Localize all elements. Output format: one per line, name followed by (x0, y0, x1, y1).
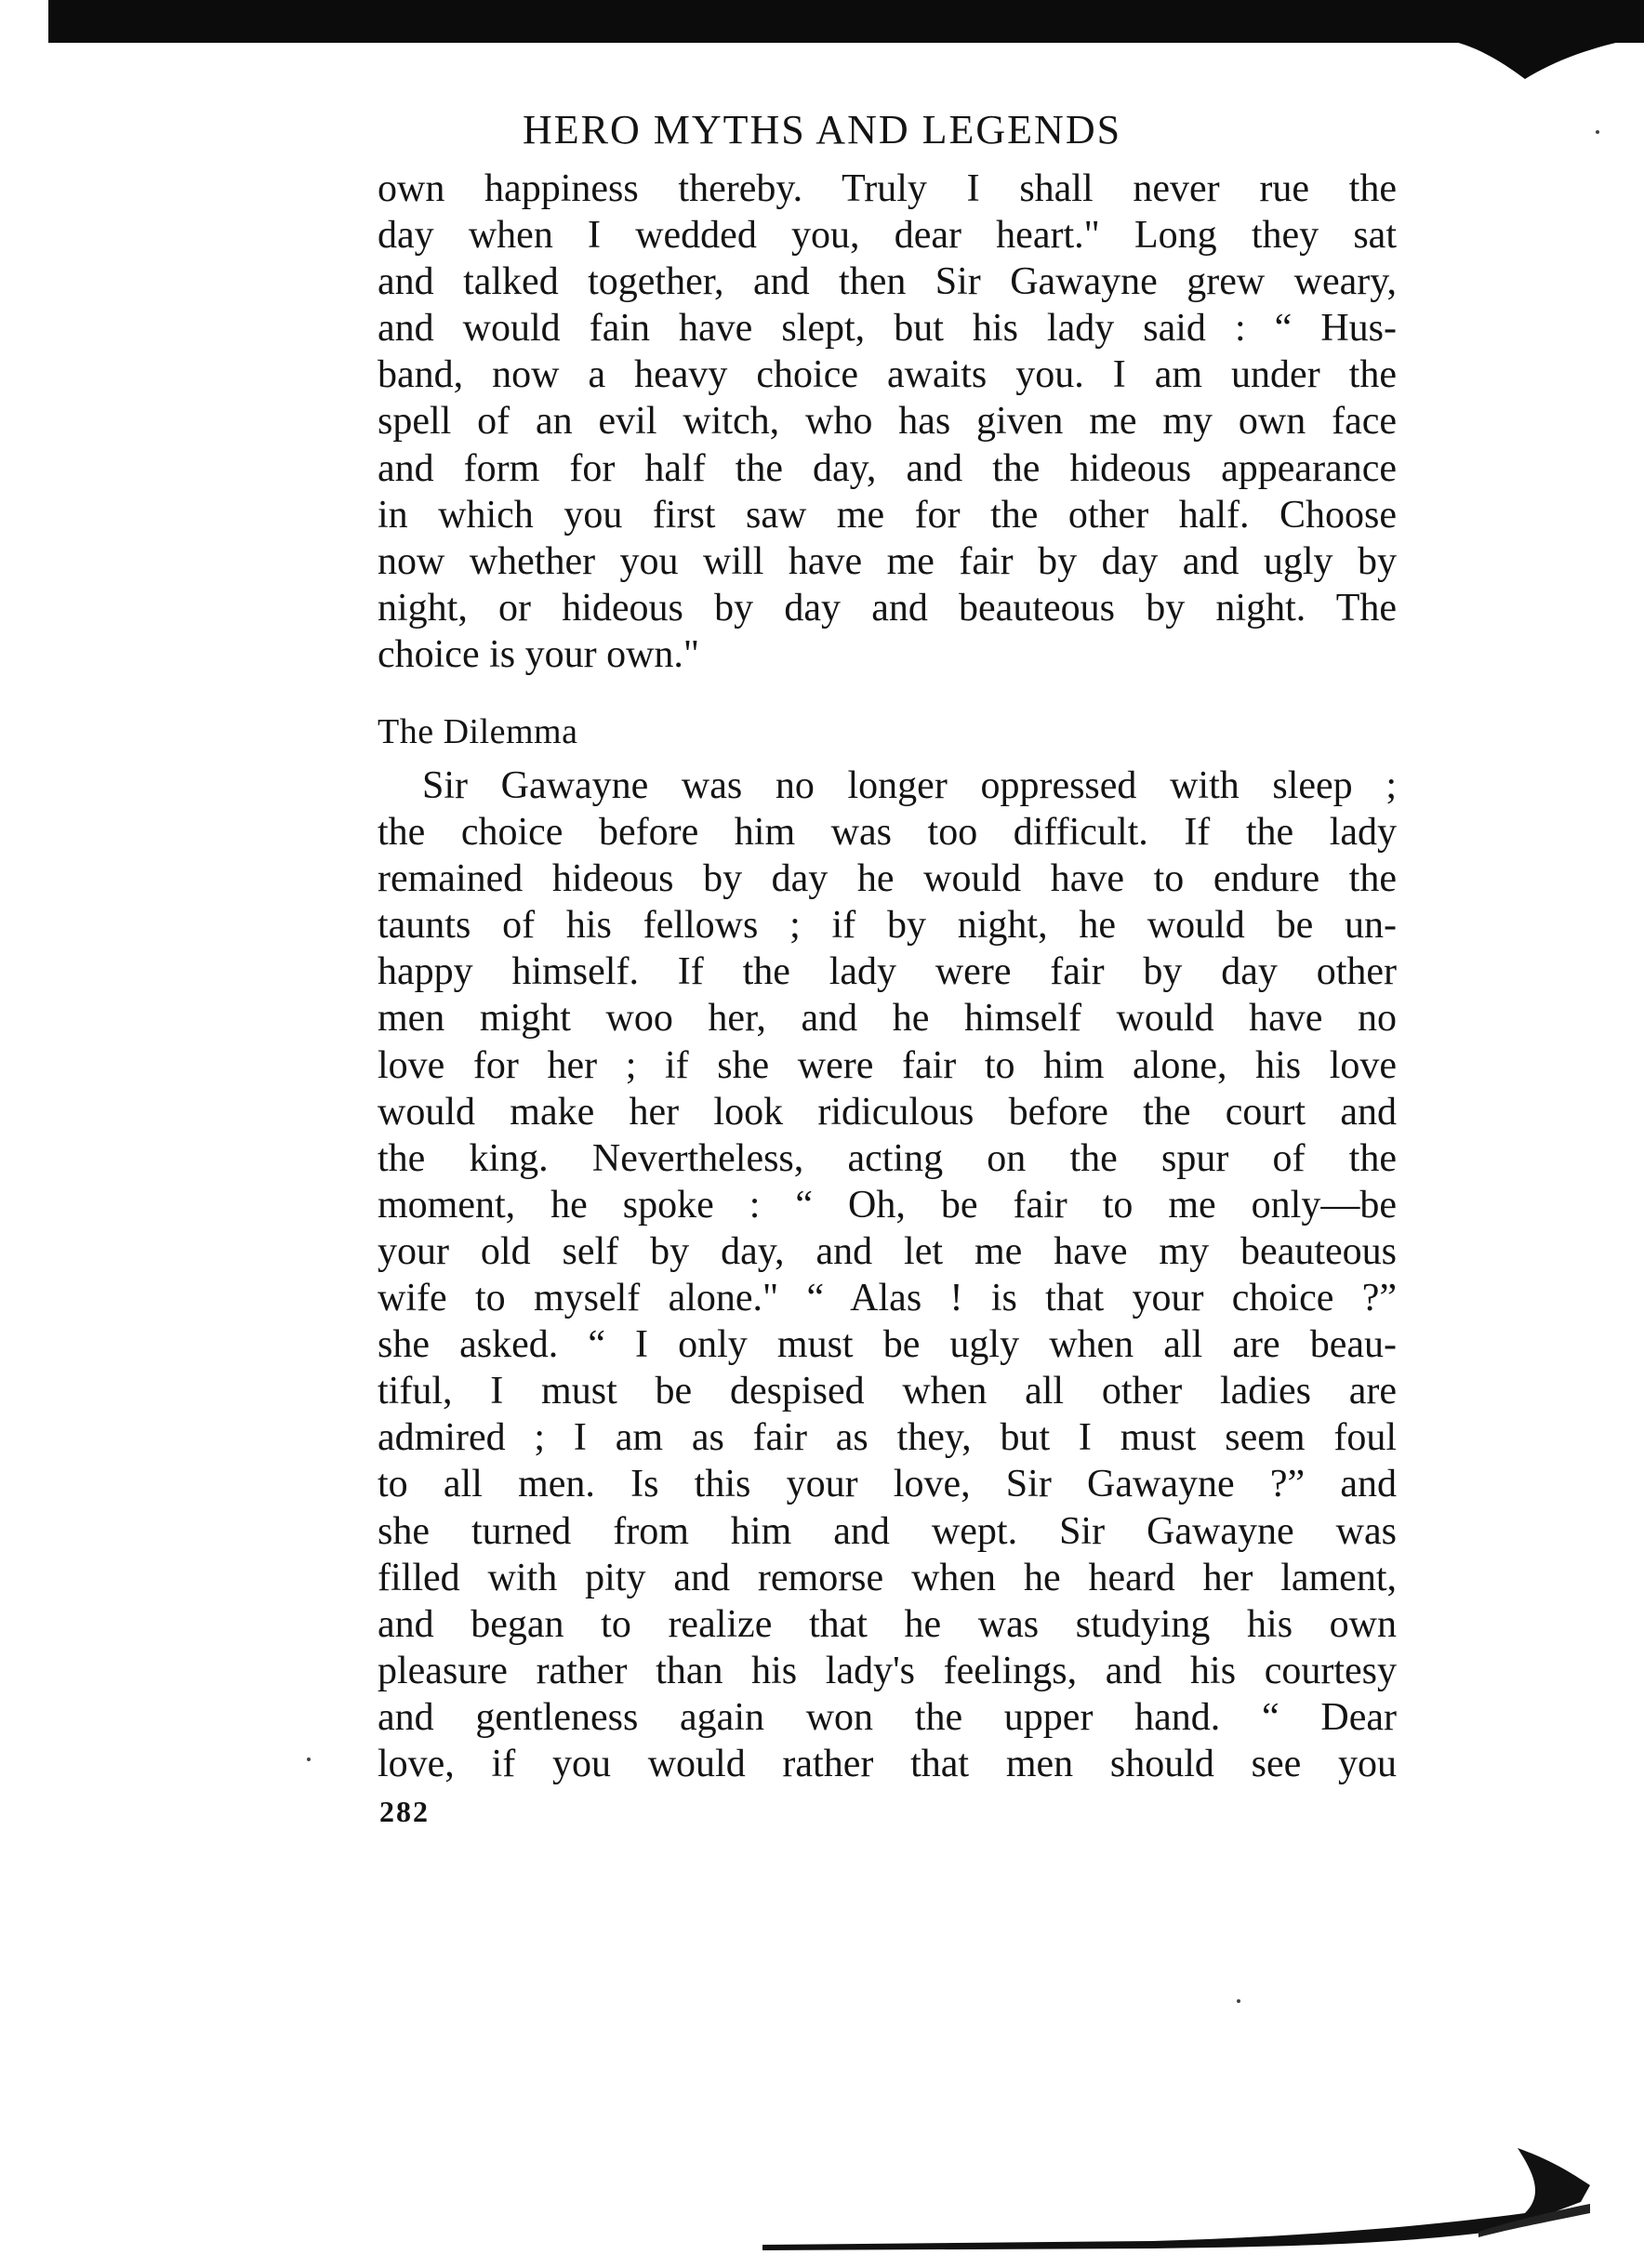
text-line: moment, he spoke : “ Oh, be fair to me only—be (378, 1183, 1397, 1227)
scan-speck (1596, 130, 1599, 134)
text-line: to all men. Is this your love, Sir Gawayne ?” and (378, 1463, 1397, 1506)
paragraph-1 (378, 166, 1397, 678)
text-line: in which you first saw me for the other half. Choose (378, 493, 1397, 537)
text-line: day when I wedded you, dear heart." Long they sat (378, 214, 1397, 258)
running-title: HERO MYTHS AND LEGENDS (522, 107, 1122, 153)
text-line: remained hideous by day he would have to endure the (378, 857, 1397, 901)
text-line: Sir Gawayne was no longer oppressed with sleep ; (422, 764, 1397, 807)
text-line: taunts of his fellows ; if by night, he would be un- (378, 904, 1397, 948)
section-subheading: The Dilemma (378, 712, 578, 751)
scan-speck (1237, 1999, 1240, 2003)
text-line: tiful, I must be despised when all other ladies are (378, 1370, 1397, 1413)
text-line: love, if you would rather that men should see you (378, 1742, 1397, 1785)
text-line: and gentleness again won the upper hand. “ Dear (378, 1695, 1397, 1739)
text-line: happy himself. If the lady were fair by day other (378, 950, 1397, 994)
text-line: and would fain have slept, but his lady said : “ Hus- (378, 307, 1397, 351)
text-line: filled with pity and remorse when he heard her lament, (378, 1556, 1397, 1599)
text-line: she turned from him and wept. Sir Gawayne was (378, 1509, 1397, 1553)
text-line: she asked. “ I only must be ugly when all are beau- (378, 1323, 1397, 1367)
text-line: wife to myself alone." “ Alas ! is that your choice ?” (378, 1277, 1397, 1320)
text-line: night, or hideous by day and beauteous by night. The (378, 586, 1397, 630)
text-line: men might woo her, and he himself would have no (378, 997, 1397, 1041)
text-line: admired ; I am as fair as they, but I must seem foul (378, 1416, 1397, 1460)
text-line: spell of an evil witch, who has given me my own face (378, 400, 1397, 444)
text-line: and talked together, and then Sir Gawayne grew weary, (378, 260, 1397, 304)
scan-speck (307, 1757, 311, 1761)
scan-edge-top (48, 0, 1644, 43)
text-line: and began to realize that he was studying his own (378, 1602, 1397, 1646)
text-line: band, now a heavy choice awaits you. I am under the (378, 353, 1397, 397)
text-line: the choice before him was too difficult. If the lady (378, 811, 1397, 855)
text-line: now whether you will have me fair by day and ugly by (378, 539, 1397, 583)
paragraph-2 (378, 763, 1397, 1787)
text-line: love for her ; if she were fair to him alone, his love (378, 1043, 1397, 1087)
scan-edge-top-tail (1451, 28, 1644, 84)
text-line: the king. Nevertheless, acting on the spur of the (378, 1136, 1397, 1180)
text-line: own happiness thereby. Truly I shall never rue the (378, 167, 1397, 210)
text-line: and form for half the day, and the hideous appearance (378, 446, 1397, 490)
text-line: would make her look ridiculous before the court and (378, 1090, 1397, 1134)
text-line: choice is your own." (378, 632, 700, 676)
text-line: pleasure rather than his lady's feelings, and his courtesy (378, 1649, 1397, 1692)
scan-edge-bottom (762, 2120, 1599, 2268)
page-number: 282 (379, 1795, 430, 1828)
text-line: your old self by day, and let me have my beauteous (378, 1229, 1397, 1273)
